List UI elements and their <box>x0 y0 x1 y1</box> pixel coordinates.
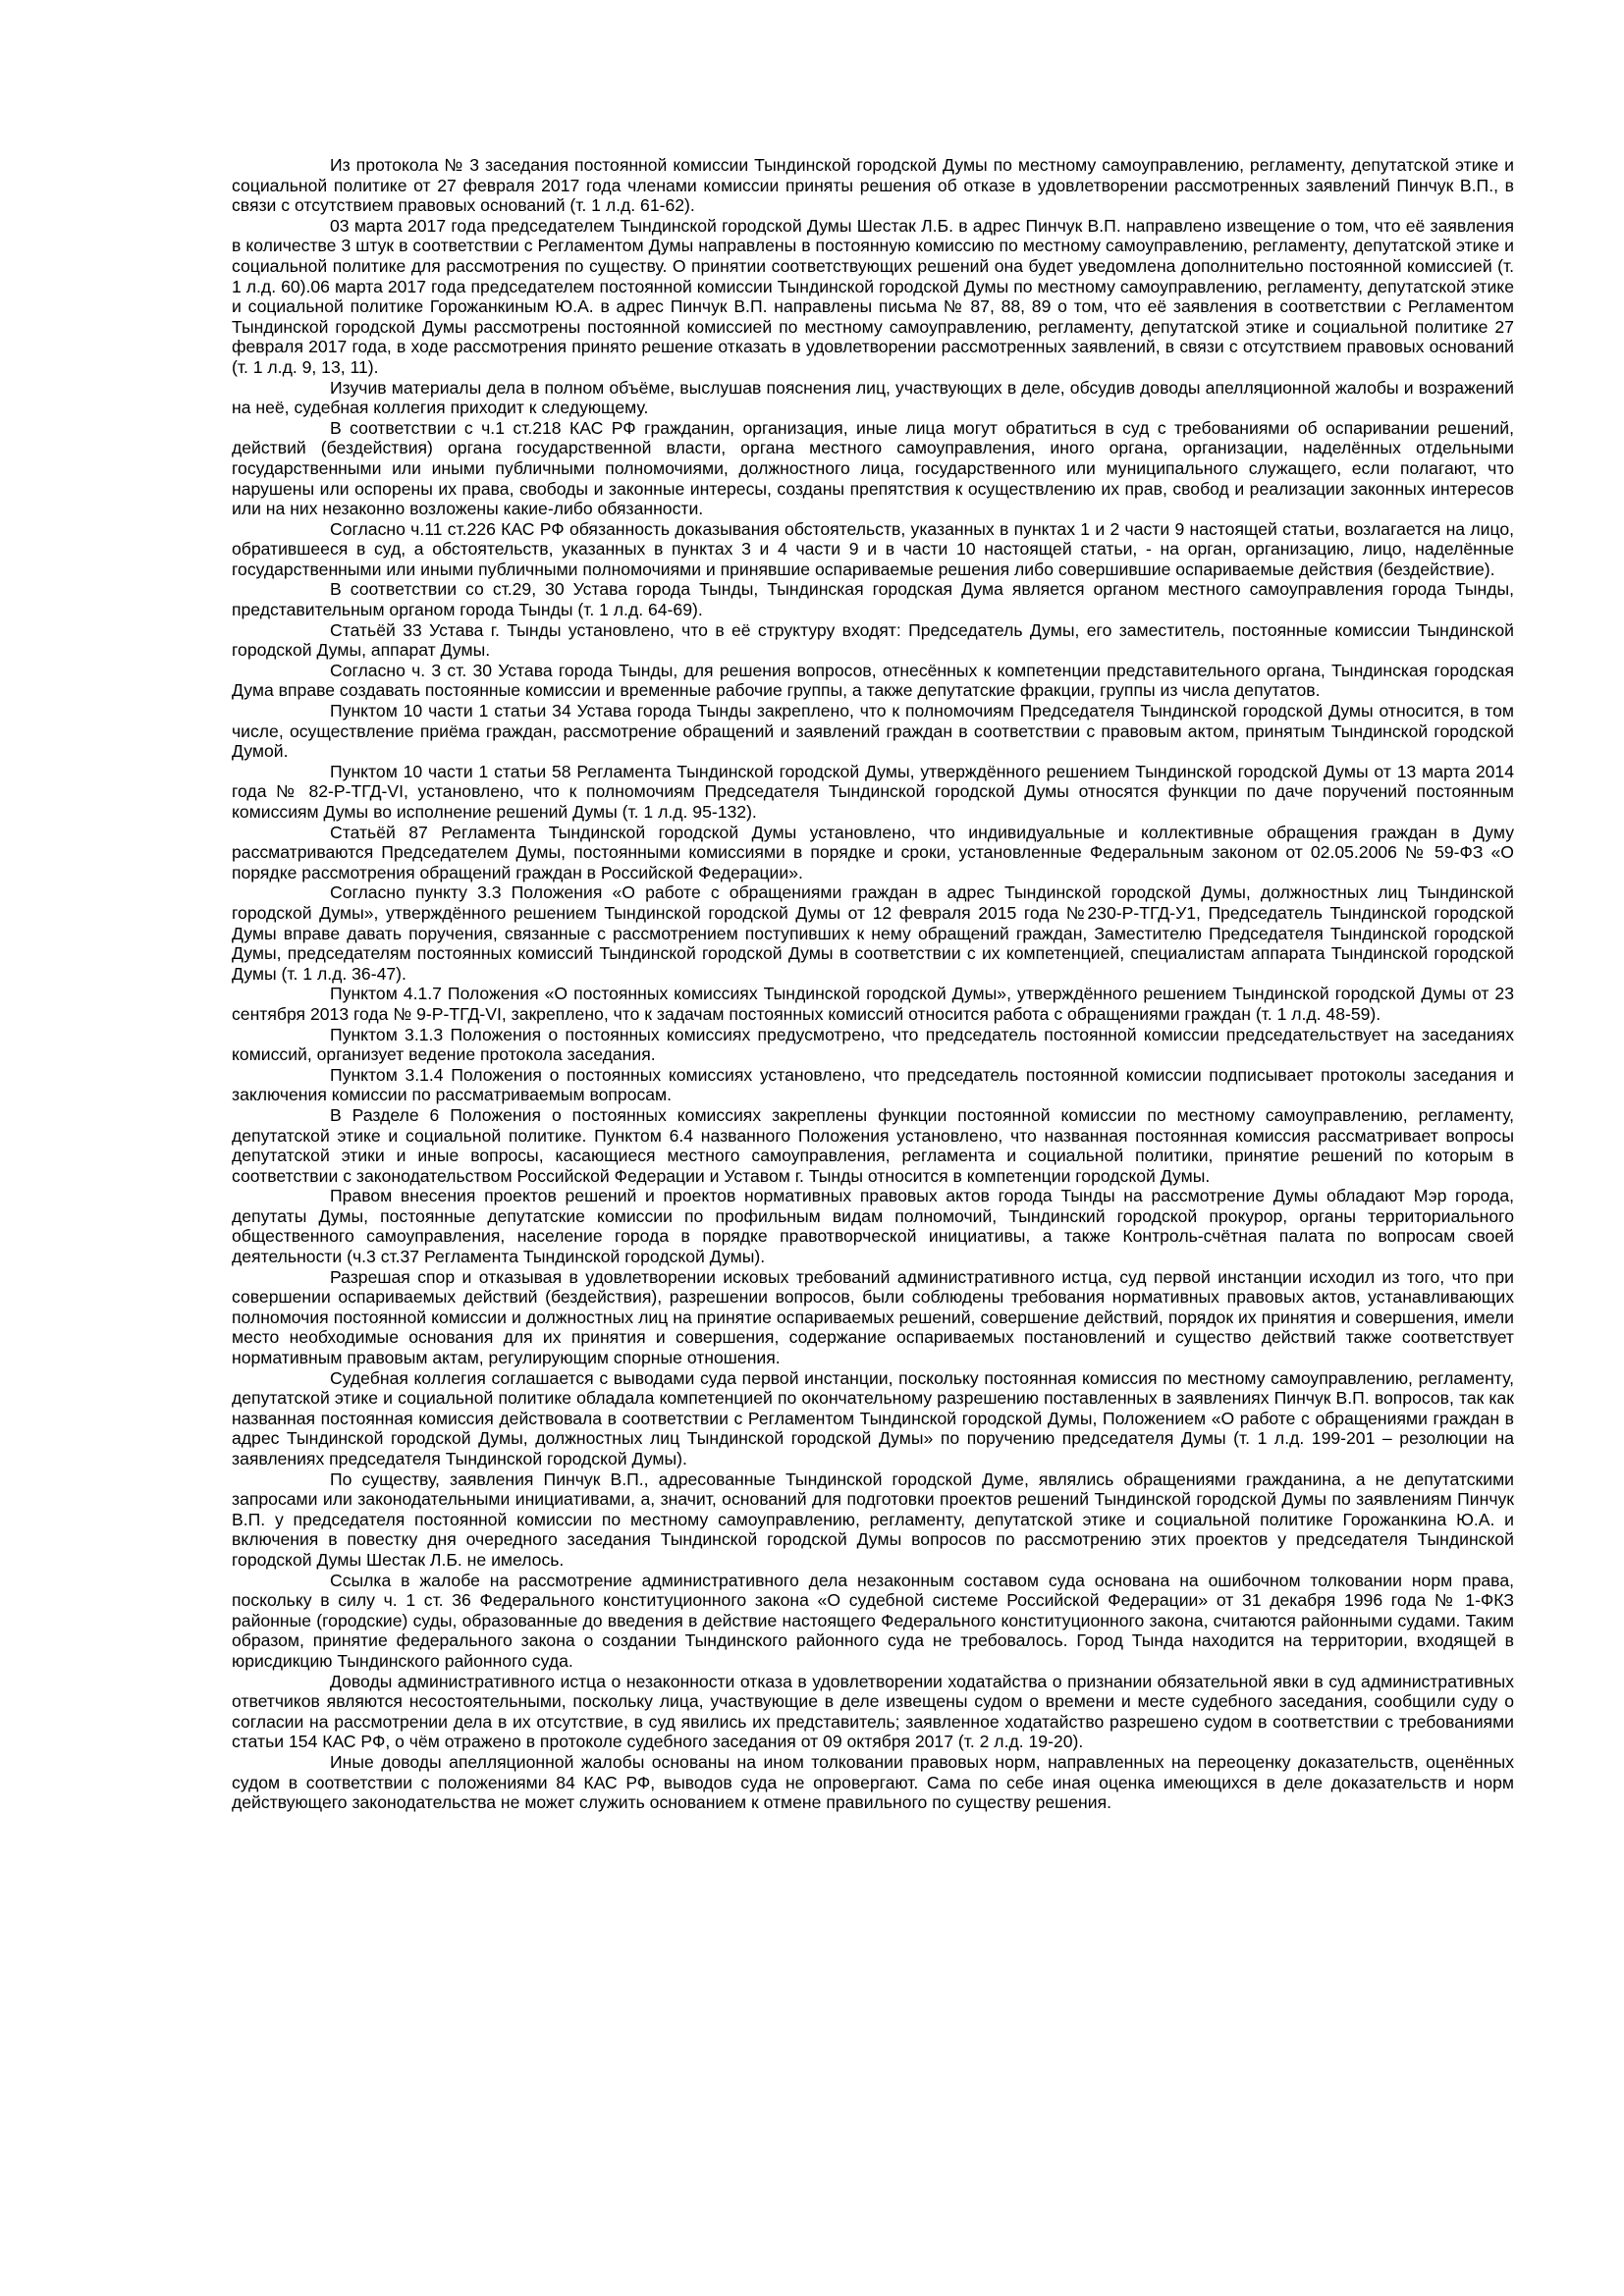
paragraph: В Разделе 6 Положения о постоянных комиссиях закреплены функции постоянной комиссии по местному самоуправлению, регламенту, депутатской этике и социальной политике. Пунктом 6.4 названного Положения установлено, что названная постоянная комиссия рассматривает вопросы депутатской этики и иные вопросы, касающиеся местного самоуправления, регламента и социальной политики, принятие решений по которым в соответствии с законодательством Российской Федерации и Уставом г. Тынды относится в компетенции городской Думы. <box>232 1104 1514 1186</box>
paragraph: Разрешая спор и отказывая в удовлетворении исковых требований административного истца, суд первой инстанции исходил из того, что при совершении оспариваемых действий (бездействия), разрешении вопросов, были соблюдены требования нормативных правовых актов, устанавливающих полномочия постоянной комиссии и должностных лиц на принятие оспариваемых решений, совершение действий, порядок их принятия и совершения, имели место необходимые основания для их принятия и совершения, содержание оспариваемых постановлений и существо действий также соответствует нормативным правовым актам, регулирующим спорные отношения. <box>232 1266 1514 1368</box>
paragraph: Статьёй 87 Регламента Тындинской городской Думы установлено, что индивидуальные и коллективные обращения граждан в Думу рассматриваются Председателем Думы, постоянными комиссиями в порядке и сроки, установленные Федеральным законом от 02.05.2006 № 59-ФЗ «О порядке рассмотрения обращений граждан в Российской Федерации». <box>232 822 1514 882</box>
paragraph: 03 марта 2017 года председателем Тындинской городской Думы Шестак Л.Б. в адрес Пинчук В.П. направлено извещение о том, что её заявления в количестве 3 штук в соответствии с Регламентом Думы направлены в постоянную комиссию по местному самоуправлению, регламенту, депутатской этике и социальной политике для рассмотрения по существу. О принятии соответствующих решений она будет уведомлена дополнительно постоянной комиссией (т. 1 л.д. 60).06 марта 2017 года председателем постоянной комиссии Тындинской городской Думы по местному самоуправлению, регламенту, депутатской этике и социальной политике Горожанкиным Ю.А. в адрес Пинчук В.П. направлены письма № 87, 88, 89 о том, что её заявления в соответствии с Регламентом Тындинской городской Думы рассмотрены постоянной комиссией по местному самоуправлению, регламенту, депутатской этике и социальной политике 27 февраля 2017 года, в ходе рассмотрения принято решение отказать в удовлетворении рассмотренных заявлений, в связи с отсутствием правовых оснований (т. 1 л.д. 9, 13, 11). <box>232 215 1514 377</box>
paragraph: Согласно ч.11 ст.226 КАС РФ обязанность доказывания обстоятельств, указанных в пунктах 1 и 2 части 9 настоящей статьи, возлагается на лицо, обратившееся в суд, а обстоятельств, указанных в пунктах 3 и 4 части 9 и в части 10 настоящей статьи, - на орган, организацию, лицо, наделённые государственными или иными публичными полномочиями и принявшие оспариваемые решения либо совершившие оспариваемые действия (бездействие). <box>232 518 1514 579</box>
paragraph: В соответствии с ч.1 ст.218 КАС РФ гражданин, организация, иные лица могут обратиться в суд с требованиями об оспаривании решений, действий (бездействия) органа государственной власти, органа местного самоуправления, иного органа, организации, наделённых отдельными государственными или иными публичными полномочиями, должностного лица, государственного или муниципального служащего, если полагают, что нарушены или оспорены их права, свободы и законные интересы, созданы препятствия к осуществлению их прав, свобод и реализации законных интересов или на них незаконно возложены какие-либо обязанности. <box>232 417 1514 519</box>
paragraph: Пунктом 4.1.7 Положения «О постоянных комиссиях Тындинской городской Думы», утверждённого решением Тындинской городской Думы от 23 сентября 2013 года № 9-Р-ТГД-VI, закреплено, что к задачам постоянных комиссий относится работа с обращениями граждан (т. 1 л.д. 48-59). <box>232 984 1514 1024</box>
paragraph: Пунктом 10 части 1 статьи 34 Устава города Тынды закреплено, что к полномочиям Председателя Тындинской городской Думы относится, в том числе, осуществление приёма граждан, рассмотрение обращений и заявлений граждан в соответствии с правовым актом, принятым Тындинской городской Думой. <box>232 701 1514 762</box>
paragraph: Из протокола № 3 заседания постоянной комиссии Тындинской городской Думы по местному самоуправлению, регламенту, депутатской этике и социальной политике от 27 февраля 2017 года членами комиссии приняты решения об отказе в удовлетворении рассмотренных заявлений Пинчук В.П., в связи с отсутствием правовых оснований (т. 1 л.д. 61-62). <box>232 155 1514 216</box>
paragraph: Судебная коллегия соглашается с выводами суда первой инстанции, поскольку постоянная комиссия по местному самоуправлению, регламенту, депутатской этике и социальной политике обладала компетенцией по окончательному разрешению поставленных в заявлениях Пинчук В.П. вопросов, так как названная постоянная комиссия действовала в соответствии с Регламентом Тындинской городской Думы, Положением «О работе с обращениями граждан в адрес Тындинской городской Думы, должностных лиц Тындинской городской Думы» по поручению председателя Думы (т. 1 л.д. 199-201 – резолюции на заявлениях председателя Тындинской городской Думы). <box>232 1367 1514 1468</box>
paragraph: Пунктом 3.1.3 Положения о постоянных комиссиях предусмотрено, что председатель постоянной комиссии председательствует на заседаниях комиссий, организует ведение протокола заседания. <box>232 1024 1514 1065</box>
paragraph: Правом внесения проектов решений и проектов нормативных правовых актов города Тынды на рассмотрение Думы обладают Мэр города, депутаты Думы, постоянные депутатские комиссии по профильным видам полномочий, Тындинский городской прокурор, органы территориального общественного самоуправления, население города в порядке правотворческой инициативы, а также Контроль-счётная палата по вопросам своей деятельности (ч.3 ст.37 Регламента Тындинской городской Думы). <box>232 1186 1514 1267</box>
paragraph: В соответствии со ст.29, 30 Устава города Тынды, Тындинская городская Дума является органом местного самоуправления города Тынды, представительным органом города Тынды (т. 1 л.д. 64-69). <box>232 579 1514 620</box>
document-body <box>232 155 1514 1813</box>
paragraph: Доводы административного истца о незаконности отказа в удовлетворении ходатайства о признании обязательной явки в суд административных ответчиков являются несостоятельными, поскольку лица, участвующие в деле извещены судом о времени и месте судебного заседания, сообщили суду о согласии на рассмотрении дела в их отсутствие, в суд явились их представитель; заявленное ходатайство разрешено судом в соответствии с требованиями статьи 154 КАС РФ, о чём отражено в протоколе судебного заседания от 09 октября 2017 (т. 2 л.д. 19-20). <box>232 1671 1514 1752</box>
paragraph: Изучив материалы дела в полном объёме, выслушав пояснения лиц, участвующих в деле, обсудив доводы апелляционной жалобы и возражений на неё, судебная коллегия приходит к следующему. <box>232 377 1514 418</box>
paragraph: Статьёй 33 Устава г. Тынды установлено, что в её структуру входят: Председатель Думы, его заместитель, постоянные комиссии Тындинской городской Думы, аппарат Думы. <box>232 619 1514 661</box>
paragraph: Согласно ч. 3 ст. 30 Устава города Тынды, для решения вопросов, отнесённых к компетенции представительного органа, Тындинская городская Дума вправе создавать постоянные комиссии и временные рабочие группы, а также депутатские фракции, группы из числа депутатов. <box>232 660 1514 701</box>
paragraph: Пунктом 10 части 1 статьи 58 Регламента Тындинской городской Думы, утверждённого решением Тындинской городской Думы от 13 марта 2014 года № 82-Р-ТГД-VI, установлено, что к полномочиям Председателя Тындинской городской Думы относятся функции по даче поручений постоянным комиссиям Думы во исполнение решений Думы (т. 1 л.д. 95-132). <box>232 761 1514 822</box>
paragraph: По существу, заявления Пинчук В.П., адресованные Тындинской городской Думе, являлись обращениями гражданина, а не депутатскими запросами или законодательными инициативами, а, значит, оснований для подготовки проектов решений Тындинской городской Думы по заявлениям Пинчук В.П. у председателя постоянной комиссии по местному самоуправлению, регламенту, депутатской этике и социальной политике Горожанкина Ю.А. и включения в повестку дня очередного заседания Тындинской городской Думы вопросов по рассмотрению этих проектов у председателя Тындинской городской Думы Шестак Л.Б. не имелось. <box>232 1468 1514 1570</box>
paragraph: Согласно пункту 3.3 Положения «О работе с обращениями граждан в адрес Тындинской городской Думы, должностных лиц Тындинской городской Думы», утверждённого решением Тындинской городской Думы от 12 февраля 2015 года №230-Р-ТГД-У1, Председатель Тындинской городской Думы вправе давать поручения, связанные с рассмотрением поступивших к нему обращений граждан, Заместителю Председателя Тындинской городской Думы, председателям постоянных комиссий Тындинской городской Думы в соответствии с их компетенцией, специалистам аппарата Тындинской городской Думы (т. 1 л.д. 36-47). <box>232 882 1514 984</box>
paragraph: Пунктом 3.1.4 Положения о постоянных комиссиях установлено, что председатель постоянной комиссии подписывает протоколы заседания и заключения комиссии по рассматриваемым вопросам. <box>232 1064 1514 1105</box>
paragraph: Иные доводы апелляционной жалобы основаны на ином толковании правовых норм, направленных на переоценку доказательств, оценённых судом в соответствии с положениями 84 КАС РФ, выводов суда не опровергают. Сама по себе иная оценка имеющихся в деле доказательств и норм действующего законодательства не может служить основанием к отмене правильного по существу решения. <box>232 1751 1514 1813</box>
paragraph: Ссылка в жалобе на рассмотрение административного дела незаконным составом суда основана на ошибочном толковании норм права, поскольку в силу ч. 1 ст. 36 Федерального конституционного закона «О судебной системе Российской Федерации» от 31 декабря 1996 года № 1-ФКЗ районные (городские) суды, образованные до введения в действие настоящего Федерального конституционного закона, считаются районными судами. Таким образом, принятие федерального закона о создании Тындинского районного суда не требовалось. Город Тында находится на территории, входящей в юрисдикцию Тындинского районного суда. <box>232 1570 1514 1671</box>
